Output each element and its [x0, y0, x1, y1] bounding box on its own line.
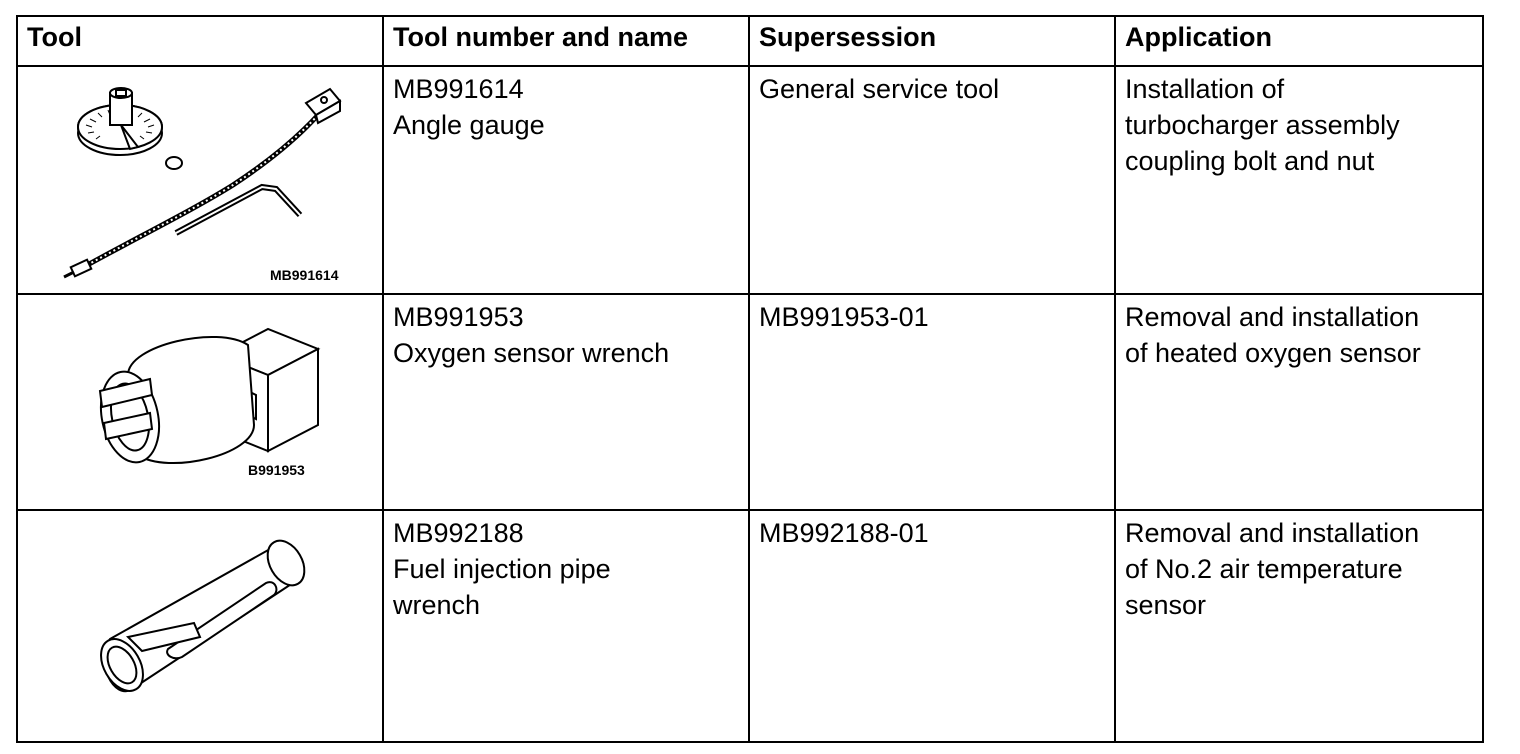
- tool-image-cell: [17, 510, 383, 742]
- header-supersession: Supersession: [749, 16, 1115, 66]
- tool-name: wrench: [393, 590, 481, 620]
- header-tool-number-and-name: Tool number and name: [383, 16, 749, 66]
- supersession-cell: [749, 510, 1115, 742]
- header-application: Application: [1115, 16, 1483, 66]
- tool-name: Angle gauge: [393, 110, 545, 140]
- tool-number: MB991614: [393, 74, 524, 104]
- tool-image-cell: [17, 294, 383, 510]
- tool-number: MB991953: [393, 302, 524, 332]
- application-line: Removal and installation: [1125, 518, 1420, 548]
- application-line: sensor: [1125, 590, 1207, 620]
- application-cell: [1115, 294, 1483, 510]
- tool-image-cell: [17, 66, 383, 294]
- tool-number: MB992188: [393, 518, 524, 548]
- fuel-injection-pipe-wrench-illustration: [18, 511, 382, 739]
- application-line: turbocharger assembly: [1125, 110, 1400, 140]
- header-row: [17, 16, 1483, 66]
- tool-number-name-cell: [383, 294, 749, 510]
- angle-gauge-illustration: [18, 67, 382, 291]
- tool-number-name-cell: [383, 66, 749, 294]
- tool-name: Oxygen sensor wrench: [393, 338, 670, 368]
- supersession-cell: [749, 294, 1115, 510]
- header-tool: Tool: [17, 16, 383, 66]
- supersession-value: MB991953-01: [759, 302, 929, 332]
- table-row: [17, 510, 1483, 742]
- application-cell: [1115, 66, 1483, 294]
- supersession-value: General service tool: [759, 74, 1000, 104]
- tool-name: Fuel injection pipe: [393, 554, 611, 584]
- supersession-value: MB992188-01: [759, 518, 929, 548]
- application-line: Removal and installation: [1125, 302, 1420, 332]
- table-row: [17, 66, 1483, 294]
- special-tools-table: [16, 15, 1484, 743]
- table-row: [17, 294, 1483, 510]
- illustration-label: MB991614: [270, 267, 339, 283]
- application-line: of No.2 air temperature: [1125, 554, 1403, 584]
- application-cell: [1115, 510, 1483, 742]
- application-line: of heated oxygen sensor: [1125, 338, 1421, 368]
- application-line: coupling bolt and nut: [1125, 146, 1375, 176]
- tool-number-name-cell: [383, 510, 749, 742]
- application-line: Installation of: [1125, 74, 1285, 104]
- illustration-label: B991953: [248, 462, 305, 478]
- supersession-cell: [749, 66, 1115, 294]
- oxygen-sensor-wrench-illustration: [18, 295, 382, 507]
